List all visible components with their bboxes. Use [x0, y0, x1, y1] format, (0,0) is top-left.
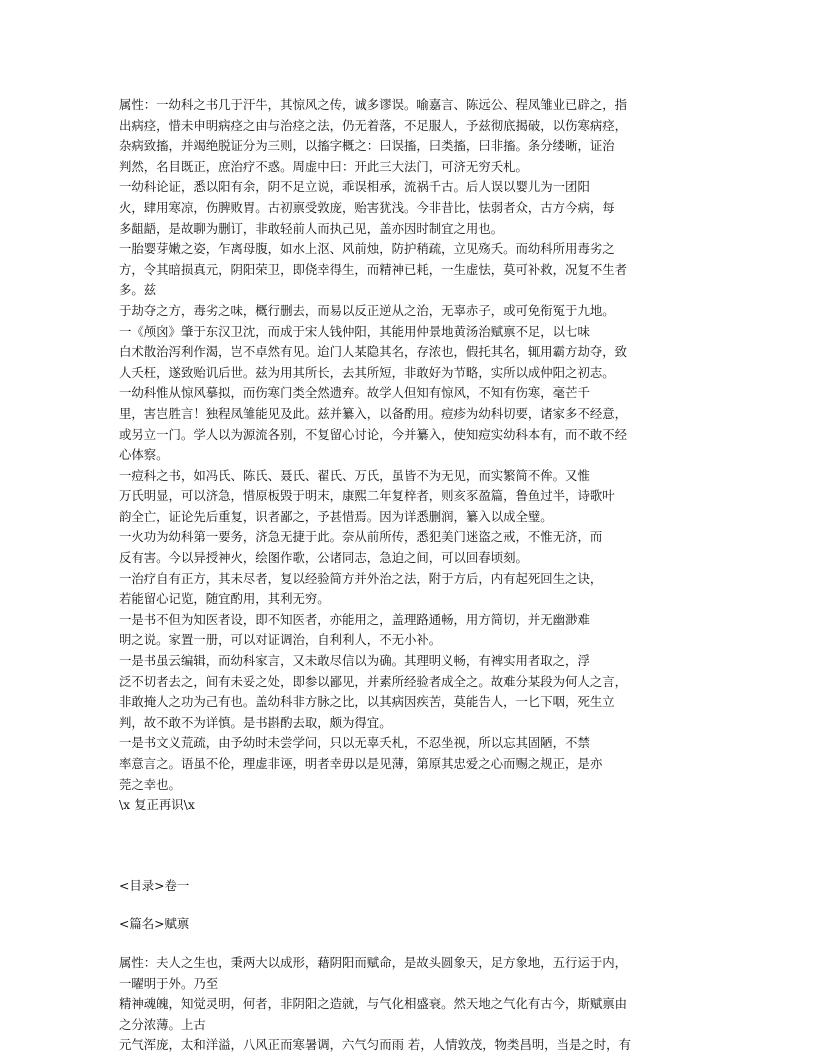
- text-line: 若能留心记览，随宜酌用，其利无穷。: [119, 591, 330, 607]
- text-line: 精神魂魄，知觉灵明，何者，非阴阳之造就，与气化相盛衰。然天地之气化有古今，斯赋禀由: [119, 996, 628, 1012]
- text-line: 一《颅囟》肇于东汉卫沈，而成于宋人钱仲阳，其能用仲景地黄汤治赋禀不足，以七味: [119, 323, 590, 339]
- document-page: [119, 95, 699, 1056]
- text-line: 属性：一幼科之书几于汗牛，其惊风之传，诚多谬误。喻嘉言、陈远公、程凤雏业已辟之，指: [119, 97, 628, 112]
- text-line: 方，令其暗损真元，阴阳荣卫，即侥幸得生，而精神已耗，一生虚怯，莫可补救，况复不生者: [119, 261, 628, 277]
- text-line: \x 复正再识\x: [119, 797, 195, 813]
- text-line: 里，害岂胜言！独程凤雏能见及此。兹并纂入，以备酌用。痘疹为幼科切要，诸家多不经意，: [119, 405, 628, 421]
- text-line: 韵全亡，证论先后重复，识者鄙之，予甚惜焉。因为详悉删润，纂入以成全璧。: [119, 508, 553, 524]
- spacer: [119, 896, 699, 914]
- text-line: 一幼科惟从惊风摹拟，而伤寒门类全然遗弃。故学人但知有惊风，不知有伤寒，毫芒千: [119, 385, 590, 401]
- text-line: 多龃龉，是故聊为删订，非敢轻前人而执己见，盖亦因时制宜之用也。: [119, 220, 504, 236]
- text-line: 一火功为幼科第一要务，济急无捷于此。奈从前所传，悉犯美门迷盗之戒，不惟无济，而: [119, 529, 603, 545]
- text-line: 非敢掩人之功为己有也。盖幼科非方脉之比，以其病因疾苦，莫能告人，一匕下咽，死生立: [119, 694, 615, 710]
- preface-text: [119, 95, 699, 816]
- text-line: 一是书不但为知医者设，即不知医者，亦能用之，盖理路通畅，用方简切，并无幽渺难: [119, 611, 590, 627]
- section-heading: <篇名>赋禀: [119, 916, 190, 932]
- text-line: 于劫夺之方，毒劣之味，概行删去，而易以反正逆从之治，无辜赤子，或可免衔冤于九地。: [119, 302, 615, 318]
- text-line: 莞之幸也。: [119, 776, 181, 792]
- toc-heading: <目录>卷一: [119, 877, 190, 893]
- text-line: 之分浓薄。上古: [119, 1016, 206, 1032]
- text-line: 一是书虽云编辑，而幼科家言，又未敢尽信以为确。其理明义畅，有裨实用者取之，浮: [119, 653, 590, 669]
- spacer: [119, 935, 699, 953]
- text-line: 或另立一门。学人以为源流各别，不复留心讨论，今并纂入，使知痘实幼科本有，而不敢不经: [119, 426, 628, 442]
- text-line: 多。兹: [119, 282, 157, 298]
- text-line: 一曜明于外。乃至: [119, 975, 219, 991]
- text-line: 万氏明显，可以济急，惜原板毁于明末，康熙二年复梓者，则亥豕盈篇，鲁鱼过半，诗歌叶: [119, 488, 615, 504]
- text-line: 一痘科之书，如冯氏、陈氏、聂氏、翟氏、万氏，虽皆不为无见，而实繁简不侔。又惟: [119, 467, 590, 483]
- text-line: 明之说。家置一册，可以对证调治，自利利人，不无小补。: [119, 632, 442, 648]
- text-line: 杂病致搐，并竭绝脱证分为三则，以搐字概之：曰误搐，曰类搐，曰非搐。条分缕晰，证治: [119, 138, 615, 154]
- text-line: 属性：夫人之生也，秉两大以成形，藉阴阳而赋命，是故头圆象天，足方象地，五行运于内，: [119, 954, 628, 970]
- text-line: 心体察。: [119, 447, 169, 463]
- text-line: 白术散治泻利作渴，岂不卓然有见。迨门人某隐其名，存浓也，假托其名，辄用霸方劫夺，致: [119, 344, 628, 360]
- text-line: 泛不切者去之，间有未妥之处，即参以鄙见，并素所经验者成全之。故难分某段为何人之言，: [119, 673, 628, 689]
- text-line: 判，故不敢不为详慎。是书斟酌去取，颇为得宜。: [119, 714, 392, 730]
- text-line: 反有害。今以异授神火，绘图作歌，公诸同志，急迫之间，可以回春顷刻。: [119, 550, 528, 566]
- text-line: 一是书文义荒疏，由予幼时未尝学问，只以无辜夭札，不忍坐视，所以忘其固陋，不禁: [119, 735, 590, 751]
- text-line: 一幼科论证，悉以阳有余，阴不足立说，乖误相承，流祸千古。后人误以婴儿为一团阳: [119, 179, 590, 195]
- text-line: 火，肆用寒凉，伤脾败胃。古初禀受敦庞，贻害犹浅。今非昔比，怯弱者众，古方今病，每: [119, 199, 615, 215]
- text-line: 判然，名目既正，庶治疗不惑。周虚中曰：开此三大法门，可济无穷夭札。: [119, 158, 528, 174]
- text-line: 一治疗自有正方，其未尽者，复以经验简方并外治之法，附于方后，内有起死回生之诀，: [119, 570, 603, 586]
- spacer: [119, 816, 699, 876]
- text-line: 一胎婴芽嫩之姿，乍离母腹，如水上沤、风前烛，防护稍疏，立见殇夭。而幼科所用毒劣之: [119, 241, 615, 257]
- text-line: 率意言之。语虽不伦，理虚非诬，明者幸毋以是见薄，第原其忠爱之心而赐之规正，是亦: [119, 756, 603, 771]
- text-line: 出病痉，惜未申明病痉之由与治痉之法，仍无着落，不足服人，予兹彻底揭破，以伤寒病痉，: [119, 117, 628, 133]
- text-line: 人夭枉，遂致贻讥后世。兹为用其所长，去其所短，非敢好为节略，实所以成仲阳之初志。: [119, 364, 615, 380]
- body-text: [119, 953, 699, 1056]
- text-line: 元气浑庞，太和洋溢，八风正而寒暑调，六气匀而雨 若，人情敦茂，物类昌明，当是之时，有: [119, 1037, 631, 1053]
